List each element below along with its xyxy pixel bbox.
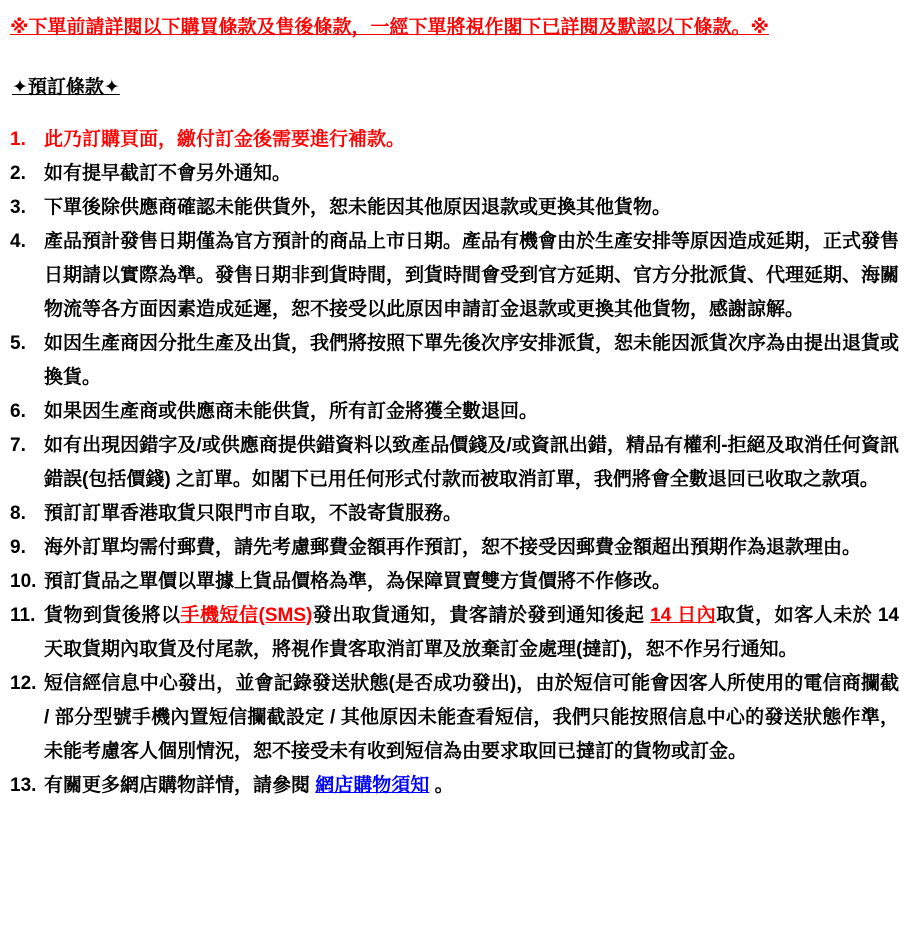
term-number: 3. [10,196,26,218]
term-text [44,123,899,157]
term-segment: 預訂貨品之單價以單據上貨品價格為準，為保障買賣雙方貨價將不作修改。 [44,570,672,592]
term-item [10,395,899,429]
term-segment: 此乃訂購頁面，繳付訂金後需要進行補款。 [44,128,406,150]
term-item [10,769,899,803]
term-segment: 發出取貨通知，貴客請於發到通知後起 [312,604,651,626]
term-segment: 如果因生產商或供應商未能供貨，所有訂金將獲全數退回。 [44,400,539,422]
term-number: 11. [10,604,36,626]
term-text [44,429,899,497]
term-number: 4. [10,230,26,252]
term-item [10,429,899,497]
term-segment: 預訂訂單香港取貨只限門市自取，不設寄貨服務。 [44,502,463,524]
term-item [10,667,899,769]
term-item [10,565,899,599]
term-item [10,531,899,565]
term-item [10,327,899,395]
term-item [10,191,899,225]
term-text [44,565,899,599]
page-title: ※下單前請詳閱以下購買條款及售後條款，一經下單將視作閣下已詳閱及默認以下條款。※ [10,17,769,38]
highlighted-term-text: 14 日內 [650,604,717,626]
term-text [44,327,899,395]
term-number: 7. [10,434,26,456]
term-segment: 如有出現因錯字及/或供應商提供錯資料以致產品價錢及/或資訊出錯，精品有權利-拒絕及取消任何資訊錯誤(包括價錢) 之訂單。如閣下已用任何形式付款而被取消訂單，我們將會全數退回已收取之款項。 [44,434,899,490]
term-number: 13. [10,774,37,796]
highlighted-term-text: 手機短信(SMS) [180,604,313,626]
term-text [44,599,899,667]
term-segment: 貨物到貨後將以 [44,604,181,626]
term-item [10,157,899,191]
term-number: 6. [10,400,26,422]
term-number: 9. [10,536,26,558]
term-segment: 如有提早截訂不會另外通知。 [44,162,292,184]
term-segment: 短信經信息中心發出，並會記錄發送狀態(是否成功發出)，由於短信可能會因客人所使用的電信商攔截 / 部分型號手機內置短信攔截設定 / 其他原因未能查看短信，我們只能按照信息中心的發送狀態作準，未能考慮客人個別情況，恕不接受未有收到短信為由要求取回已撻訂的貨物或訂金。 [44,672,899,762]
term-text [44,497,899,531]
term-text [44,157,899,191]
term-text [44,225,899,327]
store-shopping-guide-link[interactable]: 網店購物須知 [315,774,430,796]
term-number: 5. [10,332,26,354]
term-segment: 海外訂單均需付郵費，請先考慮郵費金額再作預訂，恕不接受因郵費金額超出預期作為退款理由。 [44,536,862,558]
term-segment: 產品預計發售日期僅為官方預計的商品上市日期。產品有機會由於生產安排等原因造成延期，正式發售日期請以實際為準。發售日期非到貨時間，到貨時間會受到官方延期、官方分批派貨、代理延期、海關物流等各方面因素造成延遲，恕不接受以此原因申請訂金退款或更換其他貨物，感謝諒解。 [44,230,900,320]
term-number: 2. [10,162,26,184]
term-text [44,395,899,429]
term-number: 10. [10,570,37,592]
preorder-terms-heading: ✦預訂條款✦ [12,76,120,98]
term-item [10,497,899,531]
term-text [44,531,899,565]
term-segment: 如因生產商因分批生產及出貨，我們將按照下單先後次序安排派貨，恕未能因派貨次序為由提出退貨或換貨。 [44,332,900,388]
term-number: 8. [10,502,26,524]
term-text [44,769,899,803]
term-item [10,225,899,327]
term-text [44,667,899,769]
term-number: 1. [10,128,26,150]
term-number: 12. [10,672,37,694]
terms-list [10,123,899,803]
term-segment: 下單後除供應商確認未能供貨外，恕未能因其他原因退款或更換其他貨物。 [44,196,672,218]
term-segment: 取貨，如客人未於 14 天取貨期內取貨及付尾款，將視作貴客取消訂單及放棄訂金處理(撻訂)，恕不作另行通知。 [44,604,899,660]
term-segment: 。 [429,774,454,796]
term-segment: 有關更多網店購物詳情，請參閱 [44,774,316,796]
term-item [10,123,899,157]
term-text [44,191,899,225]
term-item [10,599,899,667]
